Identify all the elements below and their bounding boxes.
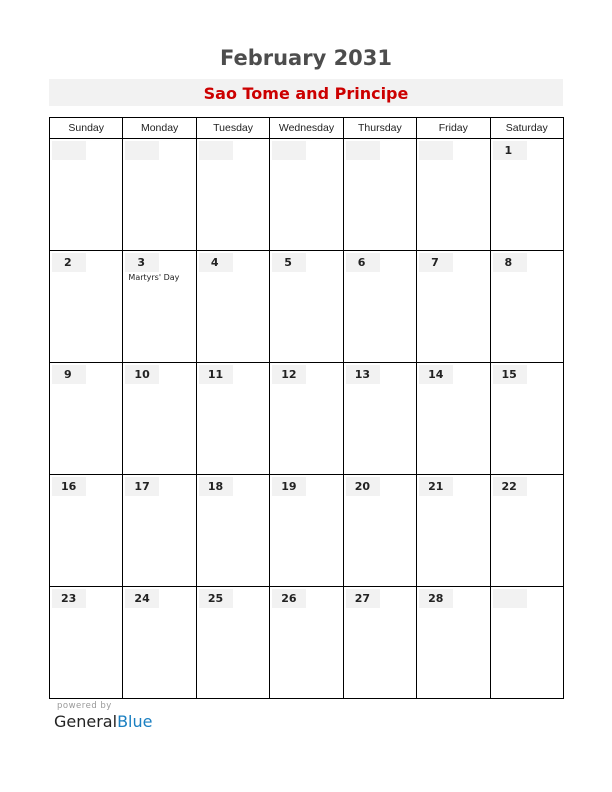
day-cell <box>490 363 563 475</box>
day-number: 20 <box>354 480 370 493</box>
day-cell <box>417 139 490 251</box>
weekday-header: Thursday <box>343 118 416 139</box>
day-cell <box>417 587 490 699</box>
day-cell <box>270 363 343 475</box>
day-number-box <box>199 141 233 160</box>
day-number: 24 <box>134 592 150 605</box>
day-cell <box>123 475 196 587</box>
day-number: 8 <box>504 256 513 269</box>
day-number-box <box>493 589 527 608</box>
day-number: 6 <box>357 256 366 269</box>
day-cell <box>343 139 416 251</box>
day-cell <box>270 139 343 251</box>
day-number: 21 <box>428 480 444 493</box>
day-number: 26 <box>281 592 297 605</box>
day-cell <box>343 363 416 475</box>
country-name: Sao Tome and Principe <box>203 84 409 103</box>
day-number: 17 <box>134 480 150 493</box>
day-number-box <box>272 141 306 160</box>
day-number: 1 <box>504 144 513 157</box>
day-cell <box>270 475 343 587</box>
weekday-header: Saturday <box>490 118 563 139</box>
week-row <box>50 475 564 587</box>
generalblue-logo[interactable] <box>54 712 152 731</box>
day-cell <box>270 251 343 363</box>
day-number: 11 <box>207 368 224 381</box>
day-cell <box>196 475 269 587</box>
day-cell <box>50 251 123 363</box>
day-cell <box>417 251 490 363</box>
day-number: 4 <box>210 256 219 269</box>
week-row <box>50 139 564 251</box>
day-cell <box>196 363 269 475</box>
day-cell <box>50 587 123 699</box>
day-cell <box>490 139 563 251</box>
week-row <box>50 363 564 475</box>
day-number: 10 <box>134 368 150 381</box>
weekday-header: Sunday <box>50 118 123 139</box>
day-number: 7 <box>431 256 439 269</box>
day-cell <box>343 587 416 699</box>
day-cell <box>50 475 123 587</box>
weekday-header: Friday <box>417 118 490 139</box>
day-number: 22 <box>501 480 517 493</box>
day-cell <box>490 251 563 363</box>
day-number: 5 <box>284 256 292 269</box>
day-number: 19 <box>281 480 297 493</box>
day-cell <box>343 475 416 587</box>
day-number: 13 <box>354 368 370 381</box>
day-number: 2 <box>64 256 72 269</box>
holiday-label: Martyrs' Day <box>128 273 180 282</box>
weekday-header-row <box>50 118 564 139</box>
weekday-header: Wednesday <box>270 118 343 139</box>
weekday-header: Tuesday <box>196 118 269 139</box>
day-cell <box>50 363 123 475</box>
day-number: 23 <box>61 592 77 605</box>
week-row <box>50 587 564 699</box>
day-number: 25 <box>207 592 224 605</box>
day-number: 18 <box>207 480 224 493</box>
day-cell <box>123 251 196 363</box>
weekday-header: Monday <box>123 118 196 139</box>
day-number-box <box>52 141 86 160</box>
day-cell <box>490 587 563 699</box>
day-cell <box>270 587 343 699</box>
day-cell <box>196 251 269 363</box>
day-cell <box>490 475 563 587</box>
day-number-box <box>419 141 453 160</box>
day-cell <box>50 139 123 251</box>
day-cell <box>196 587 269 699</box>
powered-by-label: powered by <box>57 701 112 711</box>
day-cell <box>417 475 490 587</box>
day-cell <box>123 363 196 475</box>
day-cell <box>417 363 490 475</box>
day-number: 12 <box>281 368 297 381</box>
brand-blue-text: Blue <box>117 712 153 731</box>
day-cell <box>123 139 196 251</box>
day-number: 15 <box>501 368 517 381</box>
day-number: 16 <box>61 480 77 493</box>
calendar-grid <box>49 117 564 699</box>
day-number-box <box>346 141 380 160</box>
day-number: 9 <box>64 368 72 381</box>
week-row <box>50 251 564 363</box>
day-number-box <box>125 141 159 160</box>
day-number: 27 <box>354 592 370 605</box>
brand-general-text: General <box>54 712 118 731</box>
day-cell <box>123 587 196 699</box>
day-number: 3 <box>137 256 146 269</box>
day-cell <box>343 251 416 363</box>
calendar-title: February 2031 <box>219 46 393 70</box>
day-cell <box>196 139 269 251</box>
day-number: 14 <box>428 368 444 381</box>
day-number: 28 <box>428 592 444 605</box>
